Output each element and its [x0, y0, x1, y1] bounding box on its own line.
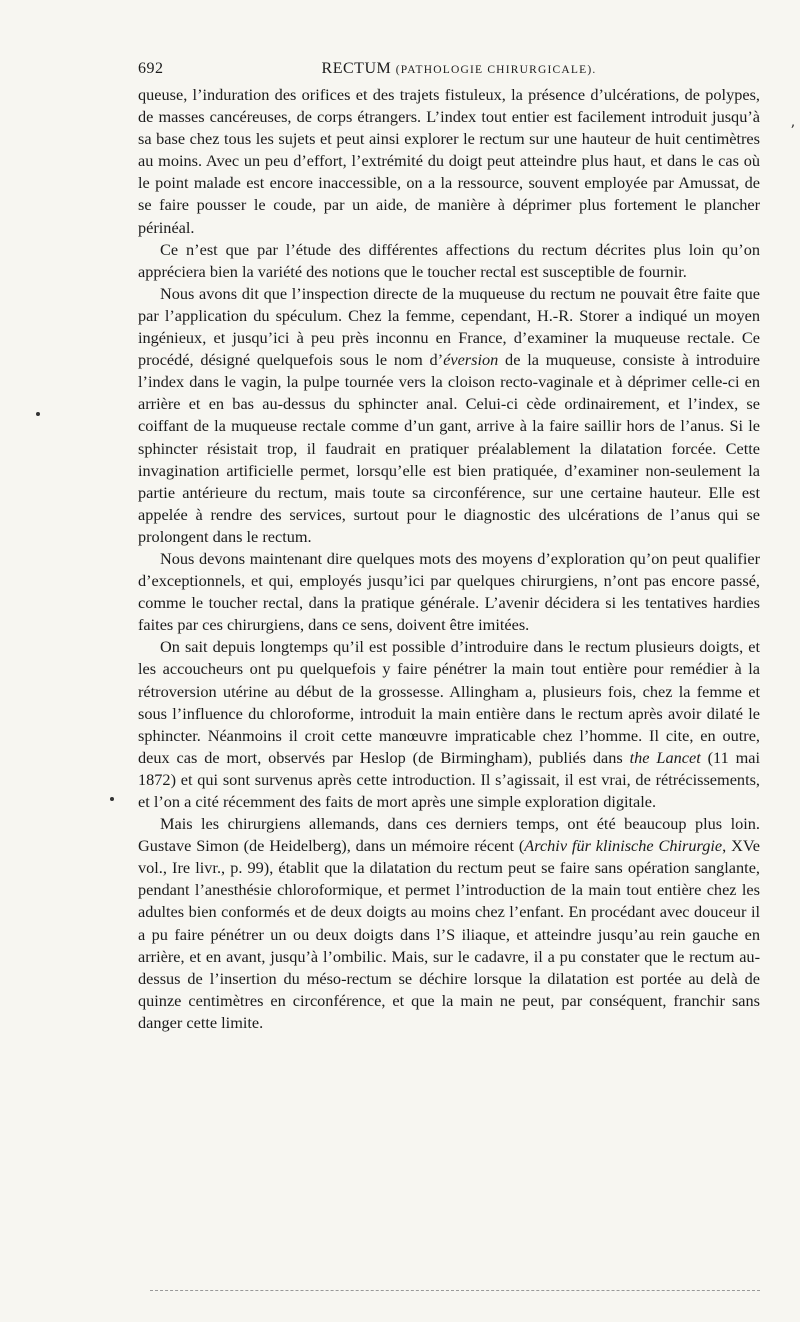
body-text — [138, 84, 760, 1034]
italic-text: the Lancet — [629, 747, 701, 767]
page-number: 692 — [138, 60, 164, 77]
text-run: , XVe vol., Ire livr., p. 99), établit que la dilatation du rectum peut se faire sans opération sanglante, pendant l’anesthésie chloroformique, et permet l’introduction de la main tout entière chez les adultes bien conformés et de deux doigts au moins chez l’enfant. En procédant avec douceur il a pu faire pénétrer un ou deux doigts dans l’S iliaque, et atteindre jusqu’au rein gauche en arrière, et en avant, jusqu’à l’ombilic. Mais, sur le cadavre, il a pu constater que le rectum au-dessus de l’insertion du méso-rectum se déchire lorsque la dilatation est portée au delà de quinze centimètres en circonférence, et que la main ne peut, par conséquent, franchir sans danger cette limite. — [138, 836, 761, 1032]
text-run: de la muqueuse, consiste à introduire l’index dans le vagin, la pulpe tournée vers la cloison recto-vaginale et à déprimer celle-ci en arrière et en bas au-dessus du sphincter anal. Celui-ci cède ordinairement, et l’index, se coiffant de la muqueuse rectale comme d’un gant, arrive à la faire saillir hors de l’anus. Si le sphincter résistait trop, il faudrait en pratiquer préalablement la dilatation forcée. Cette invagination artificielle permet, lorsqu’elle est bien pratiquée, d’examiner non-seulement la partie antérieure du rectum, mais toute sa circonférence, sur une certaine hauteur. Elle est appelée à rendre des services, surtout pour le diagnostic des ulcérations de l’anus qui se prolongent dans le rectum. — [138, 350, 760, 546]
italic-text: Archiv für klinische Chirurgie — [524, 836, 723, 856]
margin-dot — [36, 412, 40, 416]
paragraph — [138, 84, 760, 239]
header-subtitle: (PATHOLOGIE CHIRURGICALE). — [395, 64, 597, 76]
text-run: Nous avons dit que l’inspection directe de la muqueuse du rectum ne pouvait être faite que par l’application du spéculum. Chez la femme, cependant, H.-R. Storer a indiqué un moyen ingénieux, et jusqu’ici à peu près inconnu en France, d’examiner la muqueuse rectale. Ce procédé, désigné quelquefois sous le nom d’ — [138, 283, 760, 370]
paragraph — [138, 636, 760, 813]
running-title — [198, 60, 760, 78]
text-run: Nous devons maintenant dire quelques mots des moyens d’exploration qu’on peut qualifier d’exceptionnels, et qui, employés jusqu’ici par quelques chirurgiens, n’ont pas encore passé, comme le toucher rectal, dans la pratique générale. L’avenir décidera si les tentatives hardies faites par ces chirurgiens, dans ce sens, doivent être imitées. — [138, 548, 760, 635]
text-run: queuse, l’induration des orifices et des trajets fistuleux, la présence d’ulcérations, de polypes, de masses cancéreuses, de corps étrangers. L’index tout entier est facilement introduit jusqu’à sa base chez tous les sujets et peut ainsi explorer le rectum sur une hauteur de huit centimètres au moins. Avec un peu d’effort, l’extrémité du doigt peut atteindre plus haut, et dans le cas où le point malade est encore inaccessible, on a la ressource, souvent employée par Amussat, de se faire pousser le coude, par un aide, de manière à déprimer plus fortement le plancher périnéal. — [138, 85, 760, 237]
italic-text: éversion — [443, 350, 499, 370]
text-run: Ce n’est que par l’étude des différentes affections du rectum décrites plus loin qu’on appréciera bien la variété des notions que le toucher rectal est susceptible de fournir. — [138, 239, 760, 281]
paragraph — [138, 239, 760, 283]
margin-dot — [110, 797, 114, 801]
header-title: RECTUM — [321, 60, 392, 77]
paragraph — [138, 548, 760, 636]
text-run: Mais les chirurgiens allemands, dans ces derniers temps, ont été beaucoup plus loin. Gustave Simon (de Heidelberg), dans un mémoire récent ( — [138, 814, 760, 856]
margin-mark: ’ — [790, 123, 795, 139]
bottom-rule — [150, 1290, 760, 1291]
page — [138, 60, 760, 1034]
paragraph — [138, 283, 760, 548]
text-run: On sait depuis longtemps qu’il est possible d’introduire dans le rectum plusieurs doigts, et les accoucheurs ont pu quelquefois y faire pénétrer la main tout entière pour remédier à la rétroversion utérine au début de la grossesse. Allingham a, plusieurs fois, chez la femme et sous l’influence du chloroforme, introduit la main entière dans le rectum après avoir dilaté le sphincter. Néanmoins il croit cette manœuvre impraticable chez l’homme. Il cite, en outre, deux cas de mort, observés par Heslop (de Birmingham), publiés dans — [138, 637, 760, 767]
text-run: (11 mai 1872) et qui sont survenus après cette introduction. Il s’agissait, il est vrai, de rétrécissements, et l’on a cité récemment des faits de mort après une simple exploration digitale. — [138, 747, 761, 811]
running-header — [138, 60, 760, 78]
paragraph — [138, 813, 760, 1034]
